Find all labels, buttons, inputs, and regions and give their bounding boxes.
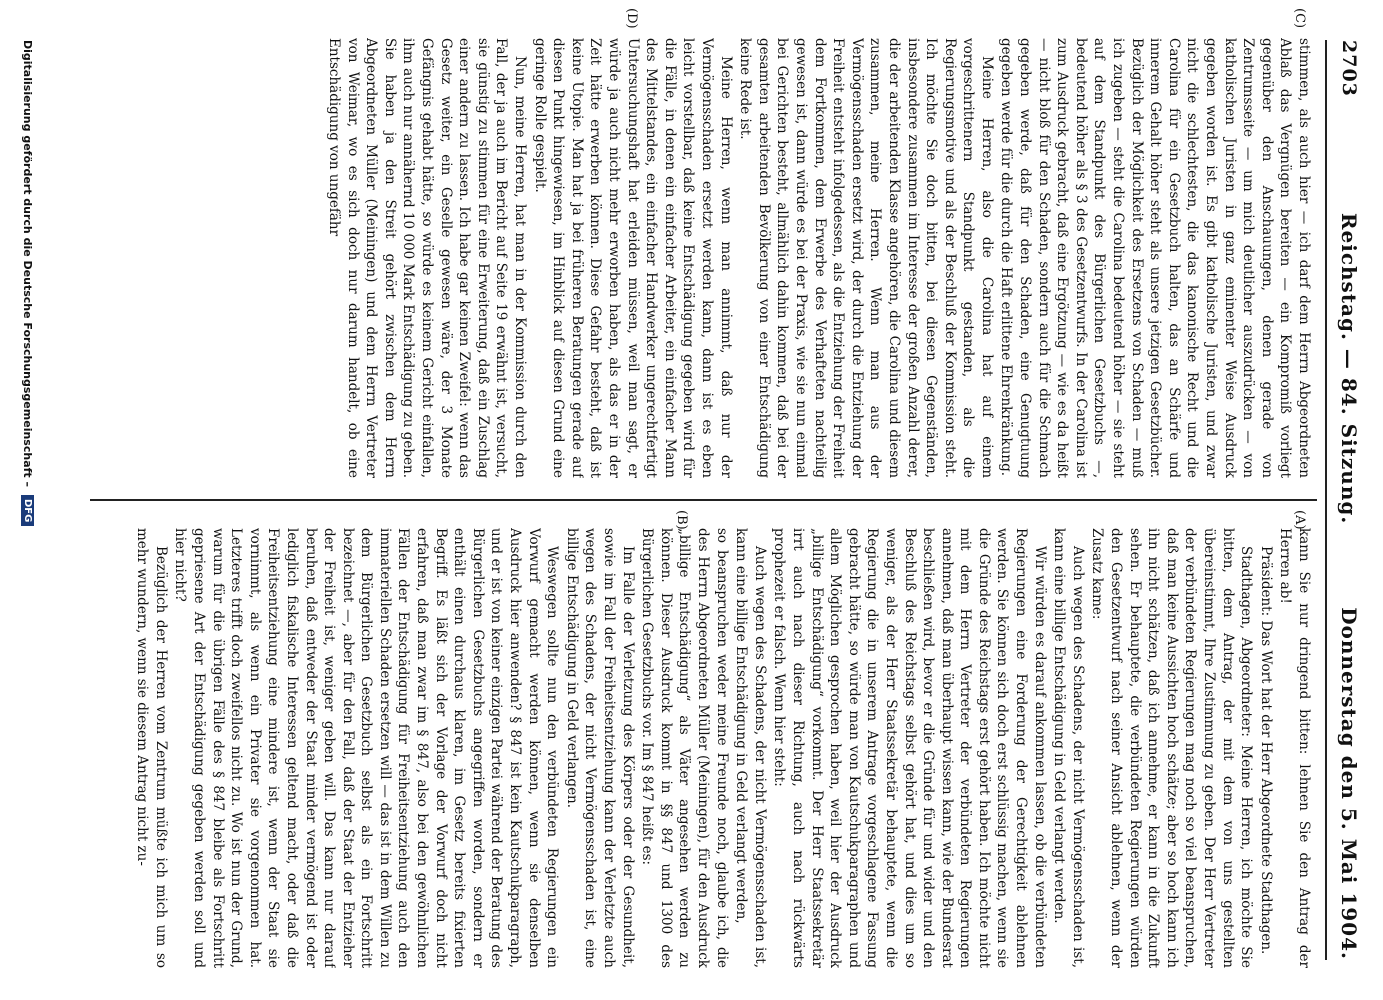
paragraph: kann Sie nur dringend bitten: lehnen Sie den Antrag der Herren ab!: [1277, 528, 1312, 968]
footer-text: Digitalisierung gefördert durch die Deutsche Forschungsgemeinschaft –: [21, 40, 35, 487]
header-rule: [1325, 40, 1327, 960]
column-divider: [90, 499, 1317, 501]
right-column: [83, 528, 1313, 968]
margin-letter-c: (C): [1292, 8, 1307, 29]
dfg-logo: DFG: [22, 495, 35, 526]
margin-letter-a: (A): [1292, 510, 1307, 530]
paragraph: so beanspruchen weder meine Freunde noch, glaube ich, die des Herrn Abgeordneten Müller (Meiningen), für den Ausdruck „billige Entschädigung“ als Väter angesehen werden zu können. Dieser Ausdruck kommt in §§ 847 und 1300 des Bürgerlichen Gesetzbuchs vor. Im § 847 heißt es:: [639, 528, 730, 968]
margin-letter-d: (D): [624, 8, 639, 29]
session-title: Reichstag. — 84. Sitzung.: [1337, 212, 1361, 525]
quote-paragraph: Im Falle der Verletzung des Körpers oder der Gesundheit, sowie im Fall der Freiheitsentziehung kann der Verletzte auch wegen des Schadens, der nicht Vermögensschaden ist, eine billige Entschädigung in Geld verlangen.: [563, 528, 636, 968]
paragraph: Wir würden es darauf ankommen lassen, ob die verbündeten Regierungen eine Forderung der Gerechtigkeit ablehnen werden. Sie können sich doch erst schlüssig machen, wenn sie die Gründe des Reichstags erst gehört haben. Ich möchte nicht mit dem Herrn Vertreter der verbündeten Regierungen annehmen, daß man überhaupt wissen kann, wie der Bundesrat beschließen wird, bevor er die Gründe für und wider und den Beschluß des Reichstags selbst gehört hat, und dies um so weniger, als der Herr Staatssekretär behauptete, wenn die Regierung die in unserem Antrage vorgeschlagene Fassung gebracht hätte, so würde man von Kautschukparagraphen und allem Möglichen gesprochen haben, weil hier der Ausdruck „billige Entschädigung“ vorkommt. Der Herr Staatssekretär irrt auch nach dieser Richtung, auch nach rückwärts prophezeit er falsch. Wenn hier steht:: [771, 528, 1048, 968]
paragraph: Nun, meine Herren, hat man in der Kommission durch den Fall, der ja auch im Bericht auf Seite 19 erwähnt ist, versucht, sie günstig zu stimmen für eine Erweiterung, daß ein Zuschlag einer andern zu lassen. Ich habe gar keinen Zweifel: wenn das Gesetz weiter, ein Geselle gewesen wäre, der 3 Monate Gefängnis gehabt hätte, so würde es keinem Gericht einfallen, ihm auch nur annähernd 10 000 Mark Entschädigung zu geben. Sie haben ja den Streit gehört zwischen dem Herrn Abgeordneten Müller (Meiningen) und dem Herrn Vertreter von Weimar, wo es sich doch nur darum handelt, ob eine Entschädigung von ungefähr: [326, 38, 529, 478]
margin-letter-b: (B): [674, 510, 689, 530]
paragraph: Meine Herren, wenn man annimmt, daß nur der Vermögensschaden ersetzt werden kann, dann ist es eben leicht vorstellbar, daß keine Entschädigung gegeben wird für die Fälle, in denen ein einfacher Arbeiter, ein einfacher Mann des Mittelstandes, ein einfacher Handwerker ungerechtfertigt Untersuchungshaft hat erleiden müssen, weil man sagt, er würde ja auch nicht mehr erworben haben, als das er in der Zeit hätte erwerben können. Diese Gefahr besteht, daß ist keine Utopie. Man hat ja bei früheren Beratungen gerade auf diesen Punkt hingewiesen, im Hinblick auf diesen Grund eine geringe Rolle gespielt.: [531, 38, 734, 478]
speaker-paragraph: Stadthagen, Abgeordneter: Meine Herren, ich möchte Sie bitten, dem Antrag, der mit dem von uns gestellten übereinstimmt, Ihre Zustimmung zu geben. Der Herr Vertreter der verbündeten Regierungen mag noch so viel beanspruchen, daß man keine Aussichten hoch schätze; aber so hoch kann ich ihn nicht schätzen, daß ich annehme, er kann in die Zukunft sehen. Er behauptete, die verbündeten Regierungen würden den Gesetzentwurf nach seiner Ansicht ablehnen, wenn der Zusatz kame:: [1089, 528, 1255, 968]
digitization-footer: [16, 40, 40, 1000]
paragraph: stimmen, als auch hier — ich darf dem Herrn Abgeordneten Ablaß das Vergnügen bereiten — ein Kompromiß vorliegt gegenüber den Anschauungen, denen gerade von Zentrumsseite — um mich deutlicher auszudrücken — von katholischen Juristen in ganz eminenter Weise Ausdruck gegeben worden ist. Es gibt katholische Juristen, und zwar nicht die schlechtesten, die das kanonische Recht und die Carolina für ein Gesetzbuch halten, das an Schärfe und innerem Gehalt höher steht als unsere jetzigen Gesetzbücher. Bezüglich der Möglichkeit des Ersetzens von Schaden — muß ich zugeben — steht die Carolina bedeutend höher — sie steht auf dem Standpunkt des Bürgerlichen Gesetzbuchs —, bedeutend höher als § 3 des Gesetzentwurfs. In der Carolina ist zum Ausdruck gebracht, daß eine Ergötzung — wie es da heißt — nicht bloß für den Schaden, sondern auch für die Schmach gegeben werde, daß für den Schaden, eine Genugtuung gegeben werde für die durch die Haft erlittene Ehrenkränkung.: [998, 38, 1312, 478]
quote-paragraph: Auch wegen des Schadens, der nicht Vermögensschaden ist, kann eine billige Entschädigung in Geld verlangt werden,: [733, 528, 768, 968]
paragraph: Meine Herren, also die Carolina hat auf einem vorgeschrittenern Standpunkt gestanden, als die Regierungsmotive und als der Beschluß der Kommission steht. Ich möchte Sie doch bitten, bei diesen Gegenständen, insbesondere zusammen im Interesse der großen Anzahl derer, die der arbeitenden Klasse angehören, die Carolina und diesem zusammen, meine Herren. Wenn man aus der Vermögensschaden ersetzt wird, der durch die Entziehung der Freiheit entsteht infolgedessen, als die Entziehung der Freiheit dem Fortkommen, dem Erwerbe des Verhafteten nachteilig gewesen ist, dann würde es bei der Praxis, wie sie nun einmal bei Gerichten besteht, allmählich dahin kommen, daß bei der gesamten arbeitenden Bevölkerung von einer Entschädigung keine Rede ist.: [737, 38, 995, 478]
speaker-paragraph: Präsident: Das Wort hat der Herr Abgeordnete Stadthagen.: [1257, 546, 1274, 955]
page-number: 2703: [1338, 40, 1360, 97]
paragraph: Bezüglich der Herren vom Zentrum müßte ich mich um so mehr wundern, wenn sie diesem Antrag nicht zu-: [134, 528, 169, 968]
page-header: [1329, 40, 1369, 960]
left-column: [108, 38, 1313, 478]
paragraph: Weswegen sollte nun den verbündeten Regierungen ein Vorwurf gemacht werden können, wenn sie denselben Ausdruck hier anwenden? § 847 ist kein Kautschukparagraph, und er ist von keiner einzigen Partei während der Beratung des Bürgerlichen Gesetzbuchs angegriffen worden, sondern er enthält einen durchaus klaren, im Gesetz bereits fixierten Begriff. Es läßt sich der Vorlage der Vorwurf doch nicht erfahren, daß man zwar im § 847, also bei den gewöhnlichen Fällen der Entschädigung für Freiheitsentziehung auch den immateriellen Schaden ersetzen will — das ist in dem Willen zu dem Bürgerlichen Gesetzbuch selbst als ein Fortschritt bezeichnet —, aber für den Fall, daß der Staat der Entzieher der Freiheit ist, weniger geben will. Das kann nur darauf beruhen, daß entweder der Staat minder vermögend ist oder lediglich fiskalische Interessen geltend macht, oder daß die Freiheitsentziehung eine mindere ist, wenn der Staat sie vornimmt, als wenn ein Privater sie vorgenommen hat. Letzteres trifft doch zweifellos nicht zu. Wo ist nun der Grund, warum für die übrigen Fälle des § 847 bleibe als Fortschritt gepriesene Art der Entschädigung gegeben werden soll und hier nicht?: [172, 528, 561, 968]
quote-paragraph: Auch wegen des Schadens, der nicht Vermögensschaden ist, kann eine billige Entschädigung in Geld verlangt werden.: [1051, 528, 1086, 968]
session-date: Donnerstag den 5. Mai 1904.: [1337, 607, 1361, 960]
